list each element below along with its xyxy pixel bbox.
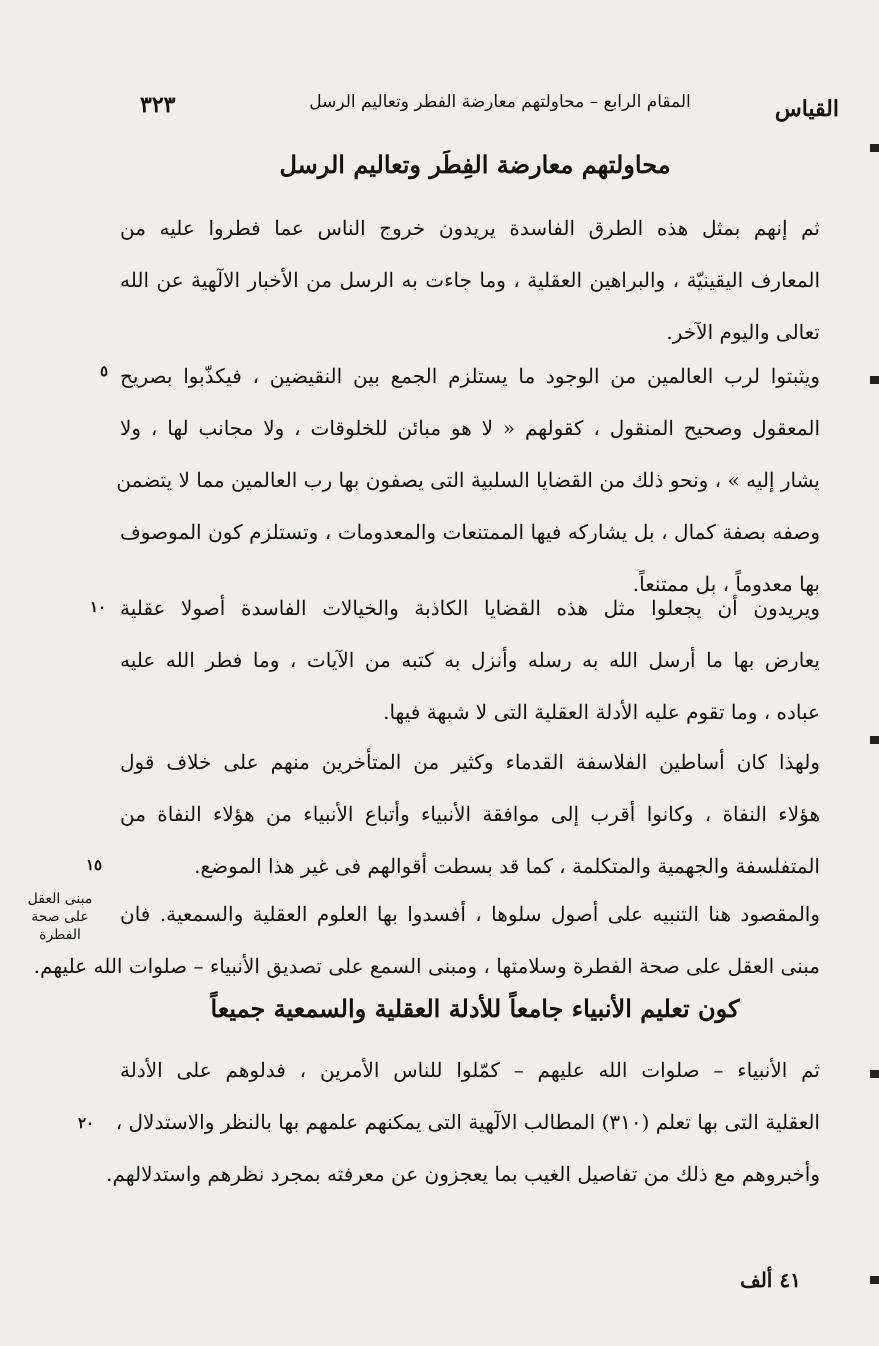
edge-mark: [870, 144, 879, 152]
text-line: مبنى العقل على صحة الفطرة وسلامتها ، ومبنى السمع على تصديق الأنبياء – صلوات الله عليهم.: [33, 954, 820, 978]
text-line: وصفه بصفة كمال ، بل يشاركه فيها الممتنعات والمعدومات ، وتستلزم كون الموصوف: [120, 520, 820, 544]
paragraph-5: [33, 888, 820, 992]
line-number: ١٥: [86, 856, 103, 874]
page-number: ٣٢٣: [140, 92, 176, 118]
text-line: بها معدوماً ، بل ممتنعاً.: [632, 572, 820, 596]
text-line: ولهذا كان أساطين الفلاسفة القدماء وكثير من المتأخرين منهم على خلاف قول: [120, 750, 820, 774]
edge-mark: [870, 1070, 879, 1078]
text-line: المتفلسفة والجهمية والمتكلمة ، كما قد بسطت أقوالهم فى غير هذا الموضع.: [194, 854, 820, 878]
text-line: ويريدون أن يجعلوا مثل هذه القضايا الكاذبة والخيالات الفاسدة أصولا عقلية: [120, 596, 820, 620]
text-line: ثم إنهم بمثل هذه الطرق الفاسدة يريدون خروج الناس عما فطروا عليه من: [120, 216, 820, 240]
text-line: المعارف اليقينيّة ، والبراهين العقلية ، وما جاءت به الرسل من الأخبار الالٓهية عن الله: [120, 268, 820, 292]
edge-mark: [870, 1276, 879, 1284]
text-line: يشار إليه » ، ونحو ذلك من القضايا السلبية التى يصفون بها رب العالمين مما لا يتضمن: [116, 468, 820, 492]
text-line: ويثبتوا لرب العالمين من الوجود ما يستلزم الجمع بين النقيضين ، فيكذّبوا بصريح: [120, 364, 820, 388]
section-heading: محاولتهم معارضة الفِطَر وتعاليم الرسل: [279, 150, 671, 179]
line-number: ٢٠: [78, 1114, 95, 1132]
text-line: والمقصود هنا التنبيه على أصول سلوها ، أفسدوا بها العلوم العقلية والسمعية. فان: [120, 902, 820, 926]
edge-mark: [870, 376, 879, 384]
paragraph-2: [116, 350, 820, 610]
text-line: عباده ، وما تقوم عليه الأدلة العقلية التى لا شبهة فيها.: [383, 700, 820, 724]
folio-mark: ٤١ ألف: [740, 1268, 801, 1292]
section-heading-2: كون تعليم الأنبياء جامعاً للأدلة العقلية والسمعية جميعاً: [210, 994, 740, 1023]
text-line: يعارض بها ما أرسل الله به رسله وأنزل به كتبه من الآيات ، وما فطر الله عليه: [120, 648, 820, 672]
line-number: ١٠: [90, 598, 107, 616]
paragraph-3: [120, 582, 820, 738]
running-header-section: القياس: [774, 96, 839, 122]
text-line: العقلية التى بها تعلم (٣١٠) المطالب الالٓهية التى يمكنهم علمهم بها بالنظر والاستدلال ،: [115, 1110, 820, 1134]
margin-note: مبنى العقل على صحة الفطرة: [27, 891, 93, 943]
text-line: وأخبروهم مع ذلك من تفاصيل الغيب بما يعجزون عن معرفته بمجرد نظرهم واستدلالهم.: [106, 1162, 820, 1186]
text-line: ثم الأنبياء – صلوات الله عليهم – كمّلوا للناس الأمرين ، فدلوهم على الأدلة: [120, 1058, 820, 1082]
text-line: هؤلاء النفاة ، وكانوا أقرب إلى موافقة الأنبياء وأتباع الأنبياء من هؤلاء النفاة من: [120, 802, 820, 826]
text-line: المعقول وصحيح المنقول ، كقولهم « لا هو مبائن للخلوقات ، ولا مجانب لها ، ولا: [120, 416, 820, 440]
edge-mark: [870, 736, 879, 744]
running-header-title: المقام الرابع – محاولتهم معارضة الفطر وتعاليم الرسل: [309, 92, 691, 112]
paragraph-4: [120, 736, 820, 892]
paragraph-1: [120, 202, 820, 358]
text-line: تعالى واليوم الآخر.: [666, 320, 820, 344]
line-number: ٥: [100, 362, 109, 380]
paragraph-6: [106, 1044, 820, 1200]
